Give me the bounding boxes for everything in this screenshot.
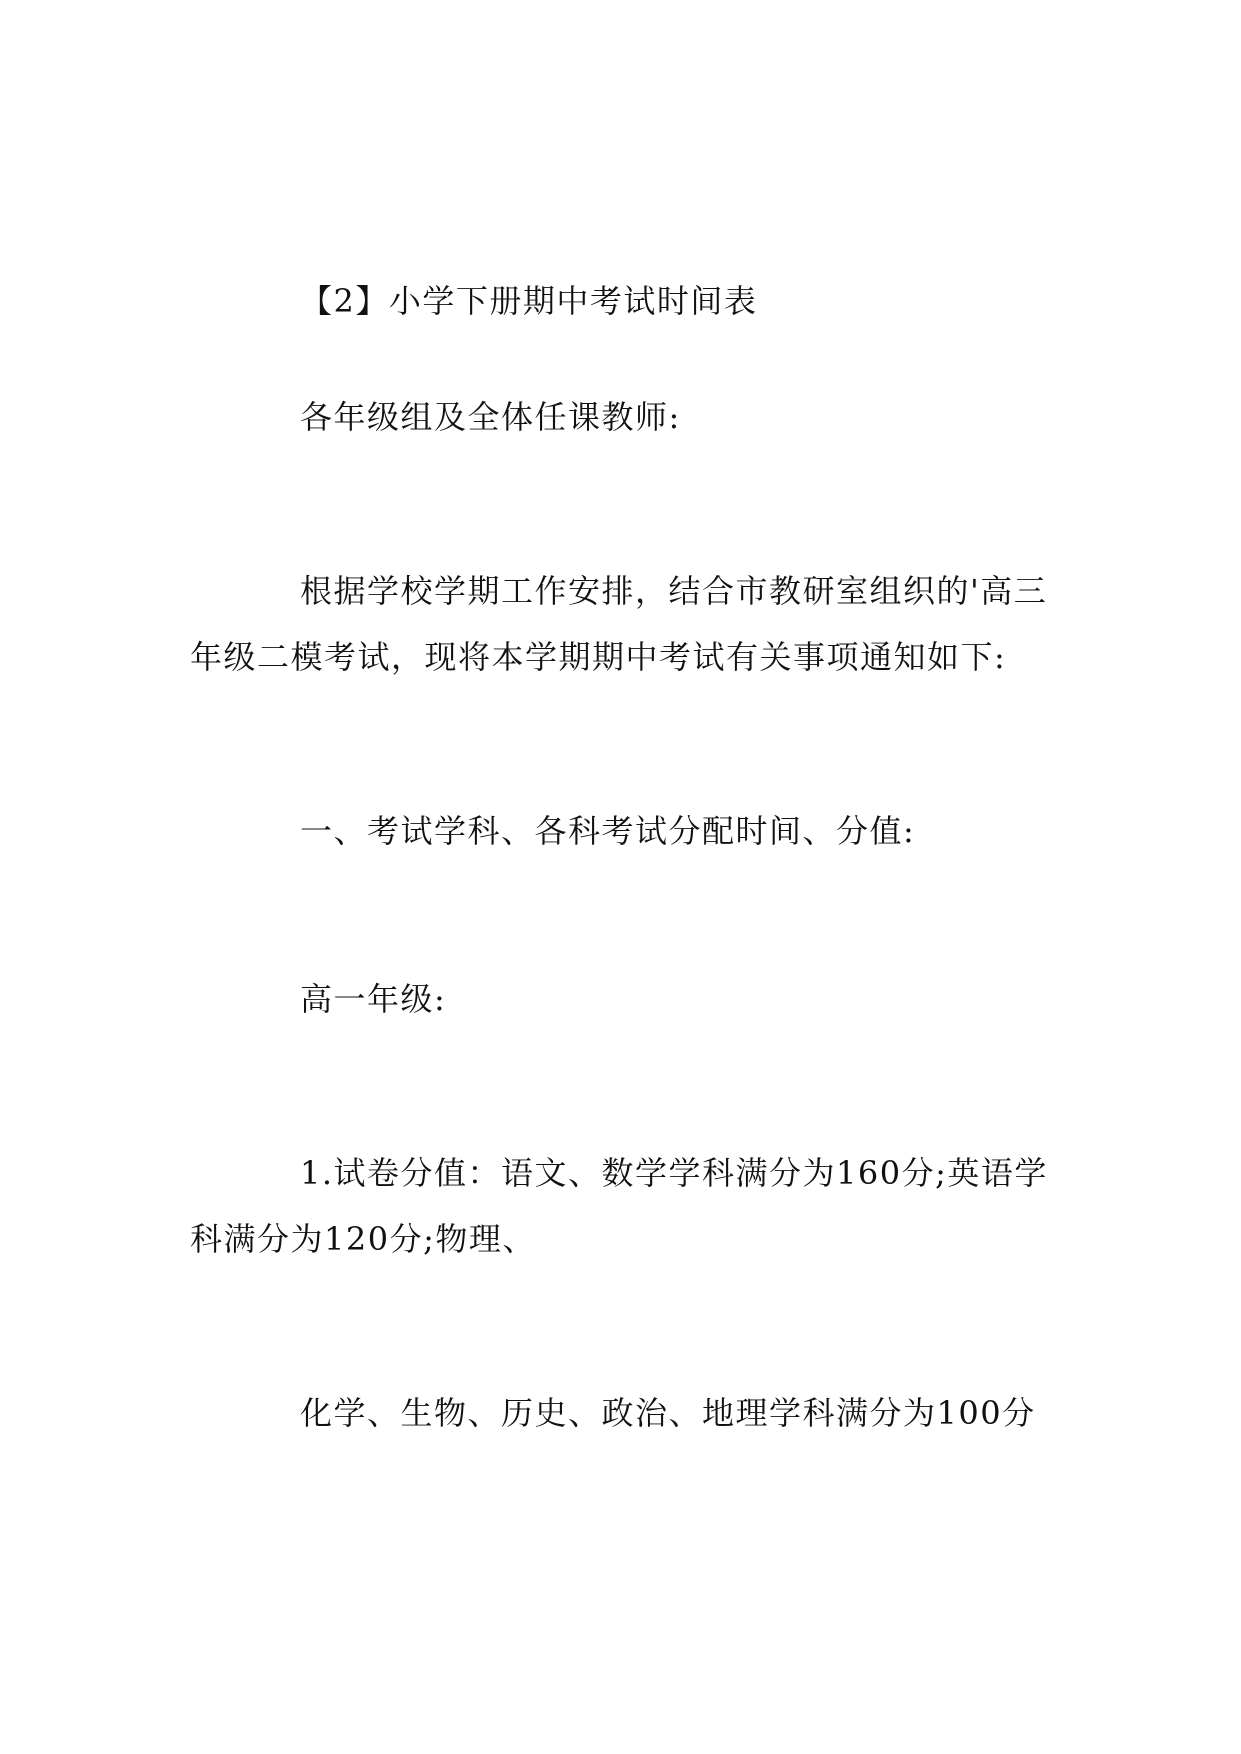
grade-heading: 高一年级: [300, 980, 447, 1018]
intro-paragraph: 根据学校学期工作安排，结合市教研室组织的'高三年级二模考试，现将本学期期中考试有关事项通知如下: [190, 572, 1048, 676]
salutation: 各年级组及全体任课教师: [300, 398, 681, 436]
section-heading: 一、考试学科、各科考试分配时间、分值: [300, 812, 916, 850]
document-title: 【2】小学下册期中考试时间表 [300, 282, 758, 320]
score-item-paragraph: 1.试卷分值：语文、数学学科满分为160分;英语学科满分为120分;物理、 [190, 1154, 1048, 1258]
score-item-continuation: 化学、生物、历史、政治、地理学科满分为100分 [300, 1394, 1036, 1432]
